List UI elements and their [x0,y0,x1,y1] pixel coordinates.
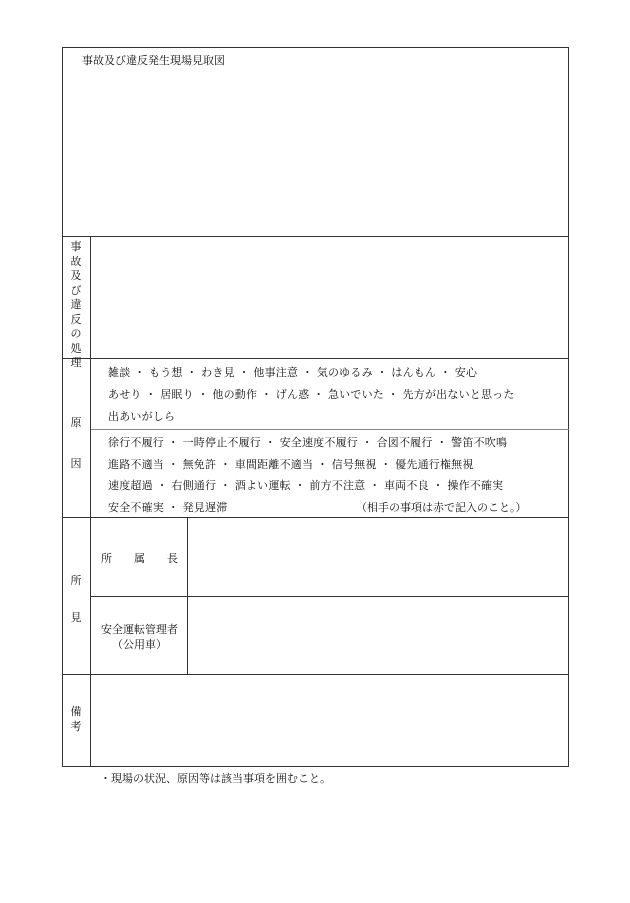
divider-cause-bottom [62,517,569,518]
red-ink-note: （相手の事項は赤で記入のこと。） [356,501,527,514]
handling-label: 事 故 及 び 違 反 の 処 理 [70,240,82,369]
manager-label-line2: （公用車） [112,638,167,651]
violation-line-3[interactable]: 速度超過 ・ 右側通行 ・ 酒よい運転 ・ 前方不注意 ・ 車両不良 ・ 操作不確実 [108,479,504,492]
human-factor-line-1[interactable]: 雑談 ・ もう想 ・ わき見 ・ 他事注意 ・ 気のゆるみ ・ はんもん ・ 安心 [108,366,478,379]
opinion-label-top: 所 [70,574,82,587]
divider-opinion-inner [90,596,569,597]
divider-handling-bottom [62,358,569,359]
cause-label-top: 原 [70,416,82,429]
chief-opinion-field[interactable] [189,519,567,594]
violation-line-4[interactable]: 安全不確実 ・ 発見遅滞 [108,501,228,514]
remarks-entry-area[interactable] [92,676,567,765]
manager-opinion-field[interactable] [189,598,567,672]
opinion-label-divider [187,517,188,674]
chief-label: 所 属 長 [101,552,178,565]
label-column-divider [90,236,91,767]
remarks-label: 備 考 [70,705,82,733]
opinion-label-bottom: 見 [70,611,82,624]
divider-sketch-bottom [62,236,569,237]
manager-label-line1: 安全運転管理者 [101,623,178,636]
handling-entry-area[interactable] [92,238,567,356]
cause-label-bottom: 因 [70,457,82,470]
divider-cause-inner [90,429,569,430]
human-factor-line-3[interactable]: 出あいがしら [108,410,176,423]
sketch-drawing-area[interactable] [64,70,567,234]
violation-line-1[interactable]: 徐行不履行 ・ 一時停止不履行 ・ 安全速度不履行 ・ 合図不履行 ・ 警笛不吹鳴 [108,436,508,449]
sketch-title: 事故及び違反発生現場見取図 [82,54,225,67]
violation-line-2[interactable]: 進路不適当 ・ 無免許 ・ 車間距離不適当 ・ 信号無視 ・ 優先通行権無視 [108,458,474,471]
footnote: ・現場の状況、原因等は該当事項を囲むこと。 [100,772,331,785]
human-factor-line-2[interactable]: あせり ・ 居眠り ・ 他の動作 ・ げん惑 ・ 急いでいた ・ 先方が出ないと思った [108,388,515,401]
divider-opinion-bottom [62,674,569,675]
